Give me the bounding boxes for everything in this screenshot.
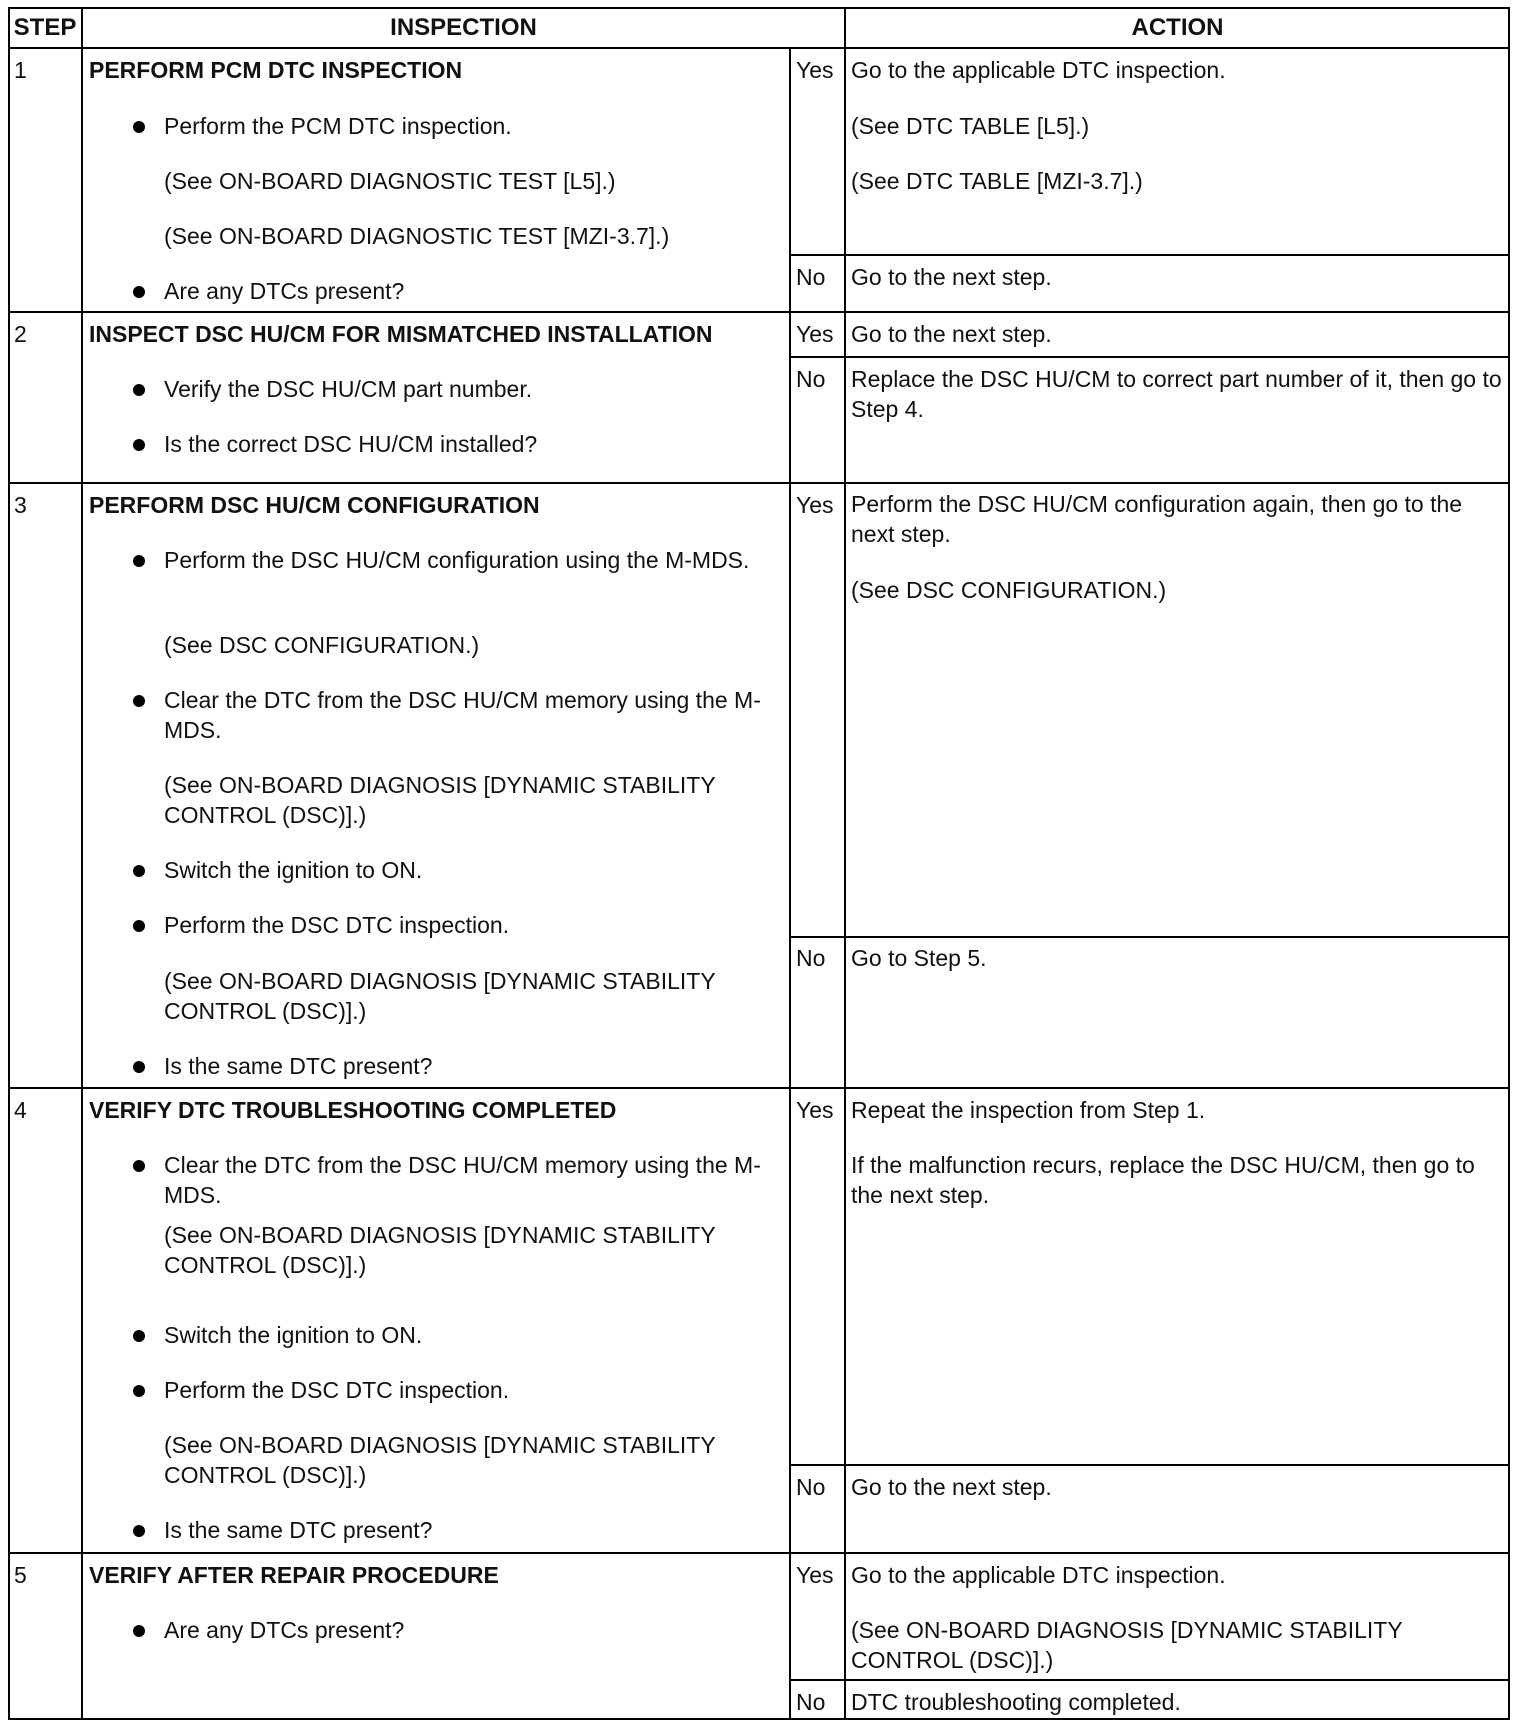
step-number: 1 xyxy=(14,57,27,83)
reference-text: (See ON-BOARD DIAGNOSTIC TEST [MZI-3.7].) xyxy=(164,223,670,249)
yes-action-text: (See DTC TABLE [L5].) xyxy=(851,113,1090,139)
step-title: INSPECT DSC HU/CM FOR MISMATCHED INSTALLATION xyxy=(89,321,713,347)
yes-label: Yes xyxy=(796,57,834,83)
row-divider xyxy=(8,1087,1510,1089)
bullet-icon xyxy=(133,384,145,396)
answer-column-divider xyxy=(789,312,791,483)
inspection-item: Clear the DTC from the DSC HU/CM memory using the M-MDS. xyxy=(164,1152,761,1208)
yes-no-divider xyxy=(790,1464,1510,1466)
inspection-item: Is the same DTC present? xyxy=(164,1053,433,1079)
no-label: No xyxy=(796,945,826,971)
yes-action-text: (See ON-BOARD DIAGNOSIS [DYNAMIC STABILITY CONTROL (DSC)].) xyxy=(851,1617,1403,1673)
no-label: No xyxy=(796,1689,826,1715)
header-divider xyxy=(8,47,1510,49)
yes-no-divider xyxy=(790,936,1510,938)
yes-no-divider xyxy=(790,356,1510,358)
header-step: STEP xyxy=(13,14,77,41)
yes-action-text: (See DSC CONFIGURATION.) xyxy=(851,577,1167,603)
yes-action-text: Go to the next step. xyxy=(851,321,1052,347)
yes-no-divider xyxy=(790,254,1510,256)
answer-column-divider xyxy=(789,1088,791,1553)
bullet-icon xyxy=(133,1330,145,1342)
yes-no-divider xyxy=(790,1679,1510,1681)
bullet-icon xyxy=(133,439,145,451)
inspection-item: Are any DTCs present? xyxy=(164,278,405,304)
yes-action-text: Perform the DSC HU/CM configuration again, then go to the next step. xyxy=(851,491,1463,547)
step-title: VERIFY AFTER REPAIR PROCEDURE xyxy=(89,1562,499,1588)
yes-action-text: Go to the applicable DTC inspection. xyxy=(851,57,1226,83)
reference-text: (See ON-BOARD DIAGNOSIS [DYNAMIC STABILITY CONTROL (DSC)].) xyxy=(164,1222,716,1278)
row-divider xyxy=(8,1552,1510,1554)
yes-label: Yes xyxy=(796,1562,834,1588)
no-label: No xyxy=(796,366,826,392)
reference-text: (See DSC CONFIGURATION.) xyxy=(164,632,480,658)
yes-action-text: Go to the applicable DTC inspection. xyxy=(851,1562,1226,1588)
bullet-icon xyxy=(133,1385,145,1397)
reference-text: (See ON-BOARD DIAGNOSIS [DYNAMIC STABILITY CONTROL (DSC)].) xyxy=(164,968,716,1024)
bullet-icon xyxy=(133,920,145,932)
row-divider xyxy=(8,482,1510,484)
no-label: No xyxy=(796,264,826,290)
inspection-item: Clear the DTC from the DSC HU/CM memory using the M-MDS. xyxy=(164,687,761,743)
inspection-item: Switch the ignition to ON. xyxy=(164,1322,423,1348)
answer-column-divider xyxy=(789,1553,791,1720)
yes-label: Yes xyxy=(796,321,834,347)
step-column-divider xyxy=(81,7,83,1720)
bullet-icon xyxy=(133,121,145,133)
bullet-icon xyxy=(133,1160,145,1172)
yes-action-text: Repeat the inspection from Step 1. xyxy=(851,1097,1206,1123)
reference-text: (See ON-BOARD DIAGNOSIS [DYNAMIC STABILITY CONTROL (DSC)].) xyxy=(164,772,716,828)
inspection-item: Is the correct DSC HU/CM installed? xyxy=(164,431,538,457)
answer-column-divider xyxy=(789,48,791,312)
no-action-text: DTC troubleshooting completed. xyxy=(851,1689,1181,1715)
step-title: PERFORM PCM DTC INSPECTION xyxy=(89,57,463,83)
inspection-item: Verify the DSC HU/CM part number. xyxy=(164,376,533,402)
step-title: VERIFY DTC TROUBLESHOOTING COMPLETED xyxy=(89,1097,617,1123)
inspection-item: Switch the ignition to ON. xyxy=(164,857,423,883)
no-action-text: Go to the next step. xyxy=(851,264,1052,290)
bullet-icon xyxy=(133,286,145,298)
yes-label: Yes xyxy=(796,492,834,518)
bullet-icon xyxy=(133,555,145,567)
answer-column-divider xyxy=(789,483,791,1088)
yes-label: Yes xyxy=(796,1097,834,1123)
bullet-icon xyxy=(133,1625,145,1637)
step-title: PERFORM DSC HU/CM CONFIGURATION xyxy=(89,492,540,518)
bullet-icon xyxy=(133,1525,145,1537)
inspection-item: Perform the DSC DTC inspection. xyxy=(164,912,510,938)
bullet-icon xyxy=(133,695,145,707)
yes-action-text: If the malfunction recurs, replace the DSC HU/CM, then go to the next step. xyxy=(851,1152,1475,1208)
step-number: 4 xyxy=(14,1097,27,1123)
step-number: 2 xyxy=(14,321,27,347)
header-action: ACTION xyxy=(1131,14,1224,41)
bullet-icon xyxy=(133,865,145,877)
step-number: 3 xyxy=(14,492,27,518)
bullet-icon xyxy=(133,1061,145,1073)
yes-action-text: (See DTC TABLE [MZI-3.7].) xyxy=(851,168,1143,194)
no-action-text: Go to Step 5. xyxy=(851,945,987,971)
inspection-item: Is the same DTC present? xyxy=(164,1517,433,1543)
no-label: No xyxy=(796,1474,826,1500)
reference-text: (See ON-BOARD DIAGNOSTIC TEST [L5].) xyxy=(164,168,616,194)
inspection-item: Are any DTCs present? xyxy=(164,1617,405,1643)
no-action-text: Go to the next step. xyxy=(851,1474,1052,1500)
step-number: 5 xyxy=(14,1562,27,1588)
no-action-text: Replace the DSC HU/CM to correct part number of it, then go to Step 4. xyxy=(851,366,1502,422)
header-inspection: INSPECTION xyxy=(390,14,537,41)
row-divider xyxy=(8,311,1510,313)
reference-text: (See ON-BOARD DIAGNOSIS [DYNAMIC STABILITY CONTROL (DSC)].) xyxy=(164,1432,716,1488)
inspection-item: Perform the DSC DTC inspection. xyxy=(164,1377,510,1403)
inspection-item: Perform the PCM DTC inspection. xyxy=(164,113,512,139)
inspection-item: Perform the DSC HU/CM configuration using the M-MDS. xyxy=(164,547,750,573)
